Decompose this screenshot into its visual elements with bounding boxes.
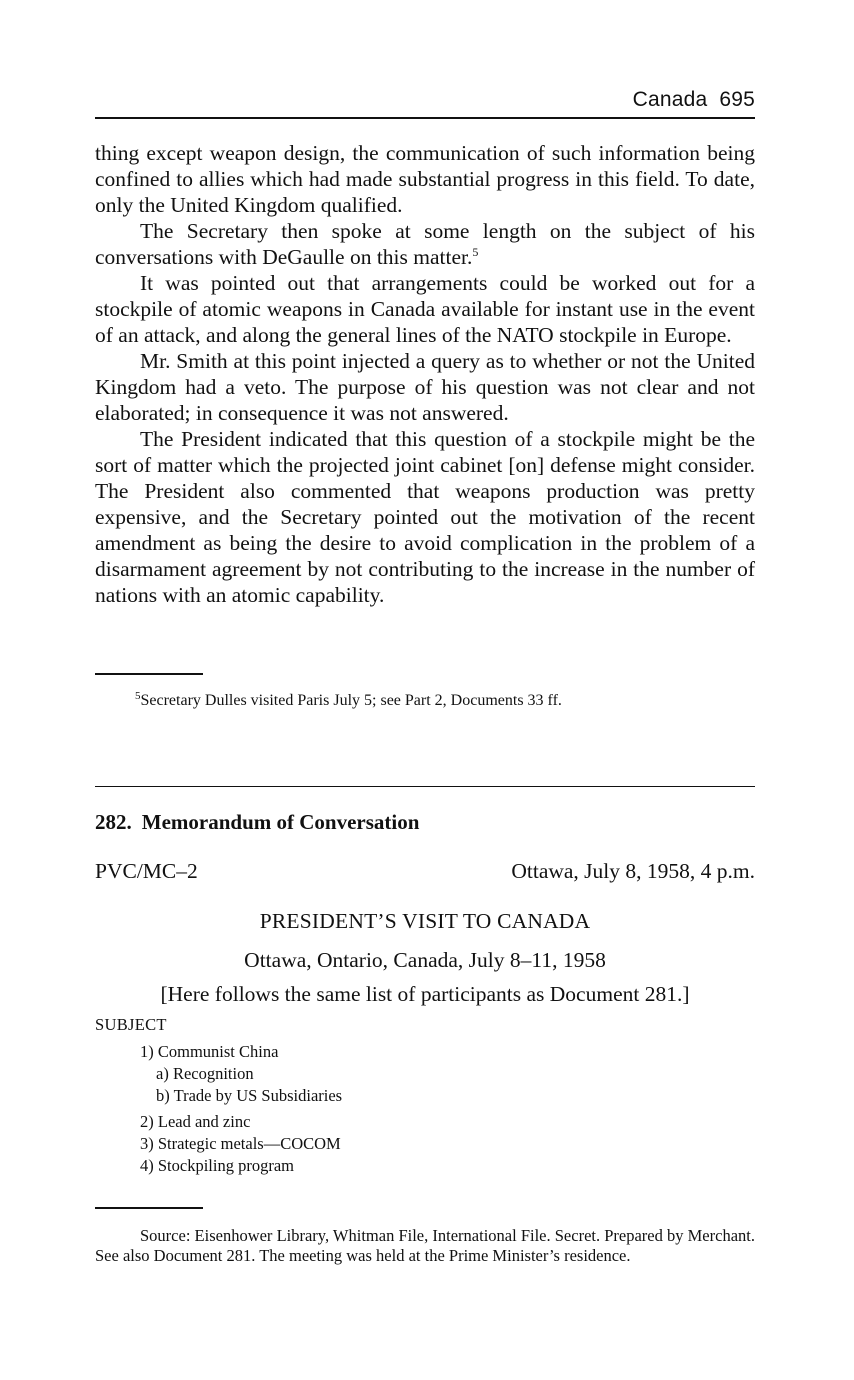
subject-list xyxy=(140,1041,342,1177)
subject-item: 4) Stockpiling program xyxy=(140,1156,294,1175)
subject-label: SUBJECT xyxy=(95,1015,167,1034)
paragraph-1: thing except weapon design, the communication of such information being confined to allies which had made substantial progress in this field. To date, only the United Kingdom qualified. xyxy=(95,141,755,217)
paragraph-2-text: The Secretary then spoke at some length on the subject of his conversations with DeGaulle on this matter. xyxy=(95,219,755,269)
subject-item: 3) Strategic metals—COCOM xyxy=(140,1134,341,1153)
source-note-rule xyxy=(95,1207,203,1209)
footnote-text: Secretary Dulles visited Paris July 5; see Part 2, Documents 33 ff. xyxy=(140,692,562,709)
document-heading xyxy=(95,810,419,835)
visit-title: PRESIDENT’S VISIT TO CANADA xyxy=(259,909,591,933)
paragraph-3: It was pointed out that arrangements could be worked out for a stockpile of atomic weapons in Canada available for instant use in the event of an attack, and along the general lines of the NATO stockpile in Europe. xyxy=(95,271,755,347)
paragraph-2 xyxy=(95,218,755,270)
page-number: 695 xyxy=(719,88,755,111)
footnote-reference: 5 xyxy=(472,245,479,259)
document-title: Memorandum of Conversation xyxy=(141,810,420,834)
running-head-title: Canada xyxy=(632,88,708,111)
visit-place: Ottawa, Ontario, Canada, July 8–11, 1958 xyxy=(244,948,606,972)
participants-note: [Here follows the same list of participants as Document 281.] xyxy=(160,982,690,1006)
document-dateline: Ottawa, July 8, 1958, 4 p.m. xyxy=(511,859,755,883)
subject-item: 1) Communist China xyxy=(140,1042,279,1061)
body-text xyxy=(95,140,755,608)
running-head xyxy=(95,88,755,112)
footnote-rule xyxy=(95,673,203,675)
header-rule xyxy=(95,117,755,119)
subject-subitem: b) Trade by US Subsidiaries xyxy=(156,1086,343,1105)
footnote xyxy=(135,691,562,711)
section-divider xyxy=(95,786,755,787)
subject-subitem: a) Recognition xyxy=(156,1064,254,1083)
source-note: Source: Eisenhower Library, Whitman File, International File. Secret. Prepared by Merchant. See also Document 281. The meeting was held at the Prime Minister’s residence. xyxy=(95,1226,755,1265)
document-code: PVC/MC–2 xyxy=(95,859,198,883)
subject-item: 2) Lead and zinc xyxy=(140,1112,251,1131)
document-number: 282. xyxy=(95,810,132,834)
footnote-marker: 5 xyxy=(135,690,141,702)
paragraph-5: The President indicated that this question of a stockpile might be the sort of matter which the projected joint cabinet [on] defense might consider. The President also commented that weapons production was pretty expensive, and the Secretary pointed out the motivation of the recent amendment as being the desire to avoid complication in the problem of a disarmament agreement by not contributing to the increase in the number of nations with an atomic capability. xyxy=(95,427,755,607)
paragraph-4: Mr. Smith at this point injected a query as to whether or not the United Kingdom had a veto. The purpose of his question was not clear and not elaborated; in consequence it was not answered. xyxy=(95,349,755,425)
